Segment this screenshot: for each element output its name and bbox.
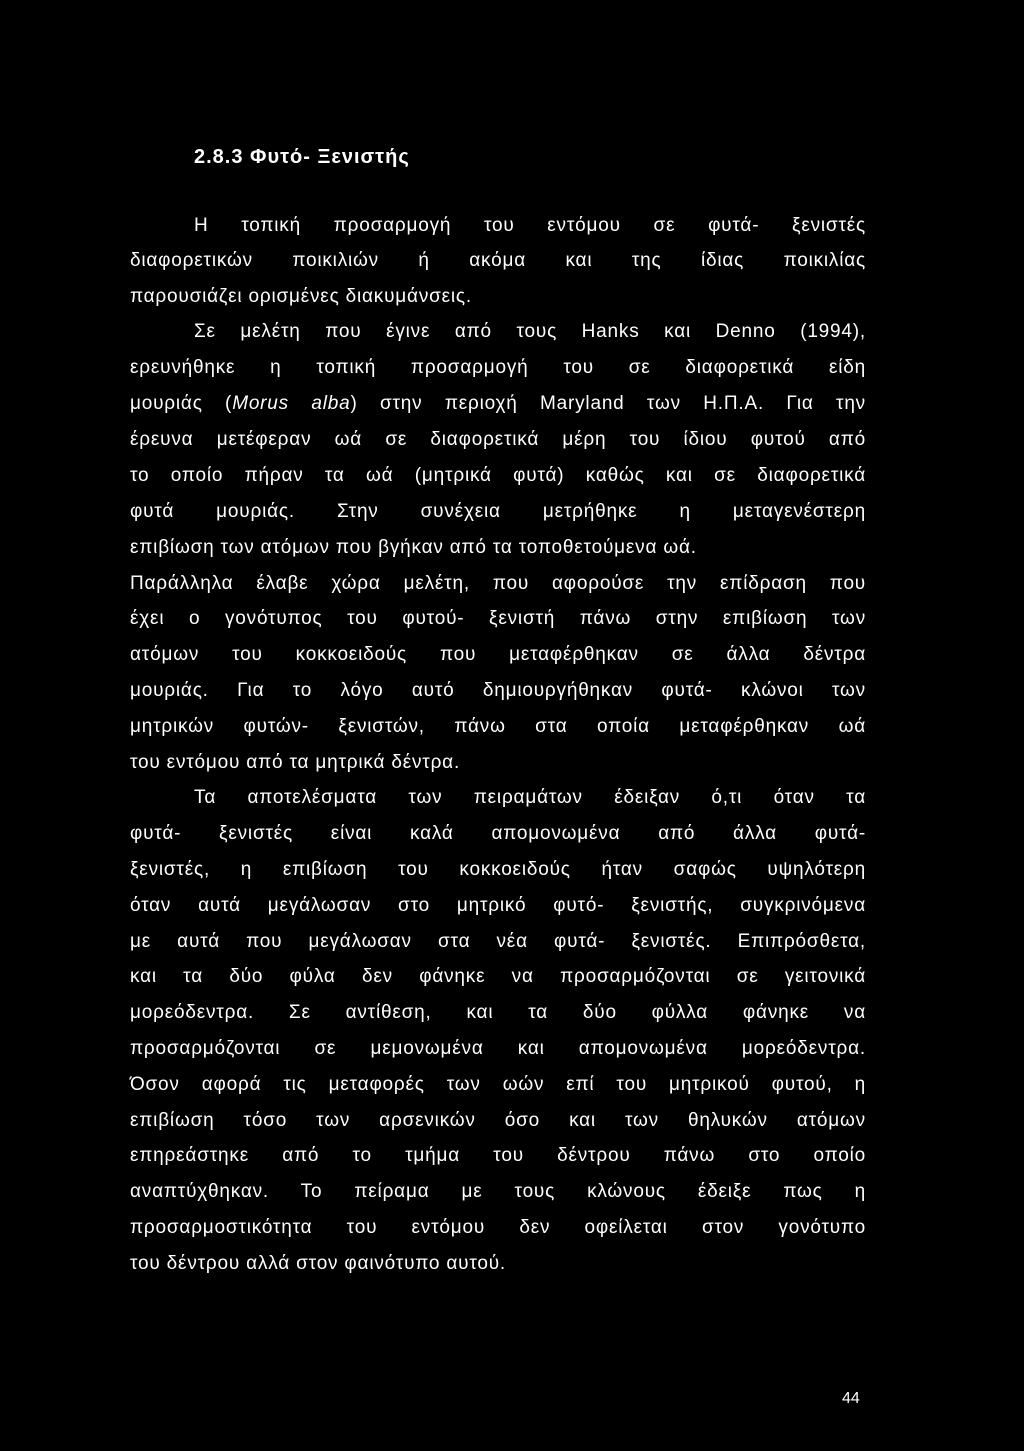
text-line: Παράλληλα έλαβε χώρα μελέτη, που αφορούσε την επίδραση που bbox=[130, 573, 866, 594]
text-line: έρευνα μετέφεραν ωά σε διαφορετικά μέρη του ίδιου φυτού από bbox=[130, 429, 866, 450]
text-line: Τα αποτελέσματα των πειραμάτων έδειξαν ό,τι όταν τα bbox=[194, 787, 866, 808]
text-line: Η τοπική προσαρμογή του εντόμου σε φυτά- ξενιστές bbox=[194, 215, 866, 236]
text-line: ξενιστές, η επιβίωση του κοκκοειδούς ήταν σαφώς υψηλότερη bbox=[130, 859, 866, 880]
text-line: με αυτά που μεγάλωσαν στα νέα φυτά- ξενιστές. Επιπρόσθετα, bbox=[130, 931, 866, 952]
text-line: επηρεάστηκε από το τμήμα του δέντρου πάνω στο οποίο bbox=[130, 1145, 866, 1166]
text-line: το οποίο πήραν τα ωά (μητρικά φυτά) καθώς και σε διαφορετικά bbox=[130, 465, 866, 486]
text-line: φυτά- ξενιστές είναι καλά απομονωμένα από άλλα φυτά- bbox=[130, 823, 866, 844]
text-line: διαφορετικών ποικιλιών ή ακόμα και της ίδιας ποικιλίας bbox=[130, 250, 866, 271]
text-line: μορεόδεντρα. Σε αντίθεση, και τα δύο φύλλα φάνηκε να bbox=[130, 1002, 866, 1023]
text-line: επιβίωση τόσο των αρσενικών όσο και των θηλυκών ατόμων bbox=[130, 1110, 866, 1131]
text-line: φυτά μουριάς. Στην συνέχεια μετρήθηκε η μεταγενέστερη bbox=[130, 501, 866, 522]
text-segment: ) στην περιοχή Maryland των Η.Π.Α. Για την bbox=[350, 393, 866, 414]
text-line-with-species bbox=[130, 392, 866, 416]
text-line: προσαρμόζονται σε μεμονωμένα και απομονωμένα μορεόδεντρα. bbox=[130, 1038, 866, 1059]
text-line: όταν αυτά μεγάλωσαν στο μητρικό φυτό- ξενιστής, συγκρινόμενα bbox=[130, 895, 866, 916]
species-name: Morus alba bbox=[232, 393, 351, 414]
text-line: αναπτύχθηκαν. Το πείραμα με τους κλώνους έδειξε πως η bbox=[130, 1181, 866, 1202]
text-line: Σε μελέτη που έγινε από τους Hanks και Denno (1994), bbox=[194, 321, 866, 342]
text-line: παρουσιάζει ορισμένες διακυμάνσεις. bbox=[130, 286, 472, 307]
text-line: του εντόμου από τα μητρικά δέντρα. bbox=[130, 752, 461, 773]
text-line: έχει ο γονότυπος του φυτού- ξενιστή πάνω στην επιβίωση των bbox=[130, 608, 866, 629]
text-line: μητρικών φυτών- ξενιστών, πάνω στα οποία μεταφέρθηκαν ωά bbox=[130, 716, 866, 737]
section-heading: 2.8.3 Φυτό- Ξενιστής bbox=[194, 146, 410, 168]
page-number: 44 bbox=[842, 1390, 860, 1407]
text-segment: μουριάς ( bbox=[130, 393, 233, 414]
text-line: μουριάς. Για το λόγο αυτό δημιουργήθηκαν φυτά- κλώνοι των bbox=[130, 680, 866, 701]
text-line: ερευνήθηκε η τοπική προσαρμογή του σε διαφορετικά είδη bbox=[130, 357, 866, 378]
text-line: προσαρμοστικότητα του εντόμου δεν οφείλεται στον γονότυπο bbox=[130, 1217, 866, 1238]
text-line: ατόμων του κοκκοειδούς που μεταφέρθηκαν σε άλλα δέντρα bbox=[130, 644, 866, 665]
text-line: επιβίωση των ατόμων που βγήκαν από τα τοποθετούμενα ωά. bbox=[130, 537, 697, 558]
text-line: και τα δύο φύλα δεν φάνηκε να προσαρμόζονται σε γειτονικά bbox=[130, 966, 866, 987]
text-line: του δέντρου αλλά στον φαινότυπο αυτού. bbox=[130, 1253, 506, 1274]
text-line: Όσον αφορά τις μεταφορές των ωών επί του μητρικού φυτού, η bbox=[130, 1074, 866, 1095]
